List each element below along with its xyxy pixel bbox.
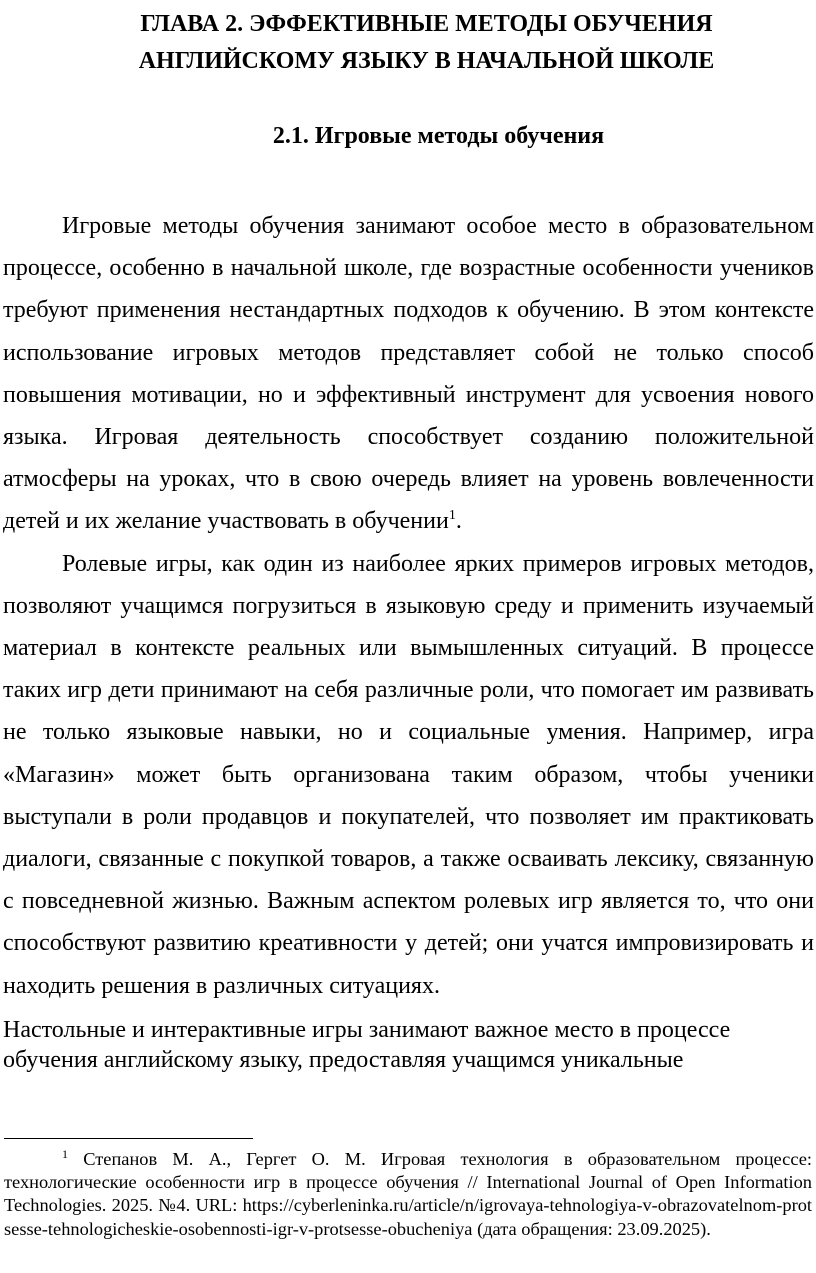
paragraph-3-line-2: обучения английскому языку, предоставляя учащимся уникальные [3, 1046, 684, 1073]
paragraph-3 [3, 1015, 814, 1075]
footnote [4, 1148, 812, 1241]
chapter-title-line-1: ГЛАВА 2. ЭФФЕКТИВНЫЕ МЕТОДЫ ОБУЧЕНИЯ [140, 11, 713, 37]
footnote-text: Степанов М. А., Гергет О. М. Игровая технология в образовательном процессе: технологические особенности игр в процессе обучения // International Journal of Open Information Technologies. 2025. №4. URL: [4, 1149, 812, 1216]
footnote-divider [4, 1138, 253, 1139]
section-title: 2.1. Игровые методы обучения [272, 123, 605, 149]
footnote-number: 1 [62, 1147, 68, 1161]
footnote-reference: 1 [448, 508, 456, 524]
paragraph-1 [3, 205, 814, 543]
chapter-title [3, 0, 814, 80]
paragraph-2: Ролевые игры, как один из наиболее ярких примеров игровых методов, позволяют учащимся погрузиться в языковую среду и применить изучаемый материал в контексте реальных или вымышленных ситуаций. В процессе таких игр дети принимают на себя различные роли, что помогает им развивать не только языковые навыки, но и социальные умения. Например, игра «Магазин» может быть организована таким образом, чтобы ученики выступали в роли продавцов и покупателей, что позволяет им практиковать диалоги, связанные с покупкой товаров, а также осваивать лексику, связанную с повседневной жизнью. Важным аспектом ролевых игр является то, что они способствуют развитию креативности у детей; они учатся импровизировать и находить решения в различных ситуациях. [3, 550, 814, 999]
chapter-title-line-2: АНГЛИЙСКОМУ ЯЗЫКУ В НАЧАЛЬНОЙ ШКОЛЕ [138, 48, 715, 74]
paragraph-1-text: Игровые методы обучения занимают особое место в образовательном процессе, особенно в начальной школе, где возрастные особенности учеников требуют применения нестандартных подходов к обучению. В этом контексте использование игровых методов представляет собой не только способ повышения мотивации, но и эффективный инструмент для усвоения нового языка. Игровая деятельность способствует созданию положительной атмосферы на уроках, что в свою очередь влияет на уровень вовлеченности детей и их желание участвовать в обучении [3, 213, 814, 535]
body-text [3, 205, 814, 1075]
paragraph-3-line-1: Настольные и интерактивные игры занимают важное место в процессе [3, 1016, 731, 1043]
footnote-access-date: (дата обращения: 23.09.2025). [472, 1218, 711, 1239]
paragraph-1-end: . [455, 508, 462, 535]
footnote-url: https://cyberleninka.ru/article/n/igrovaya-tehnologiya-v-obrazovatelnom-protsesse-tehnologicheskie-osobennosti-igr-v-protsesse-obucheniya [4, 1195, 812, 1239]
